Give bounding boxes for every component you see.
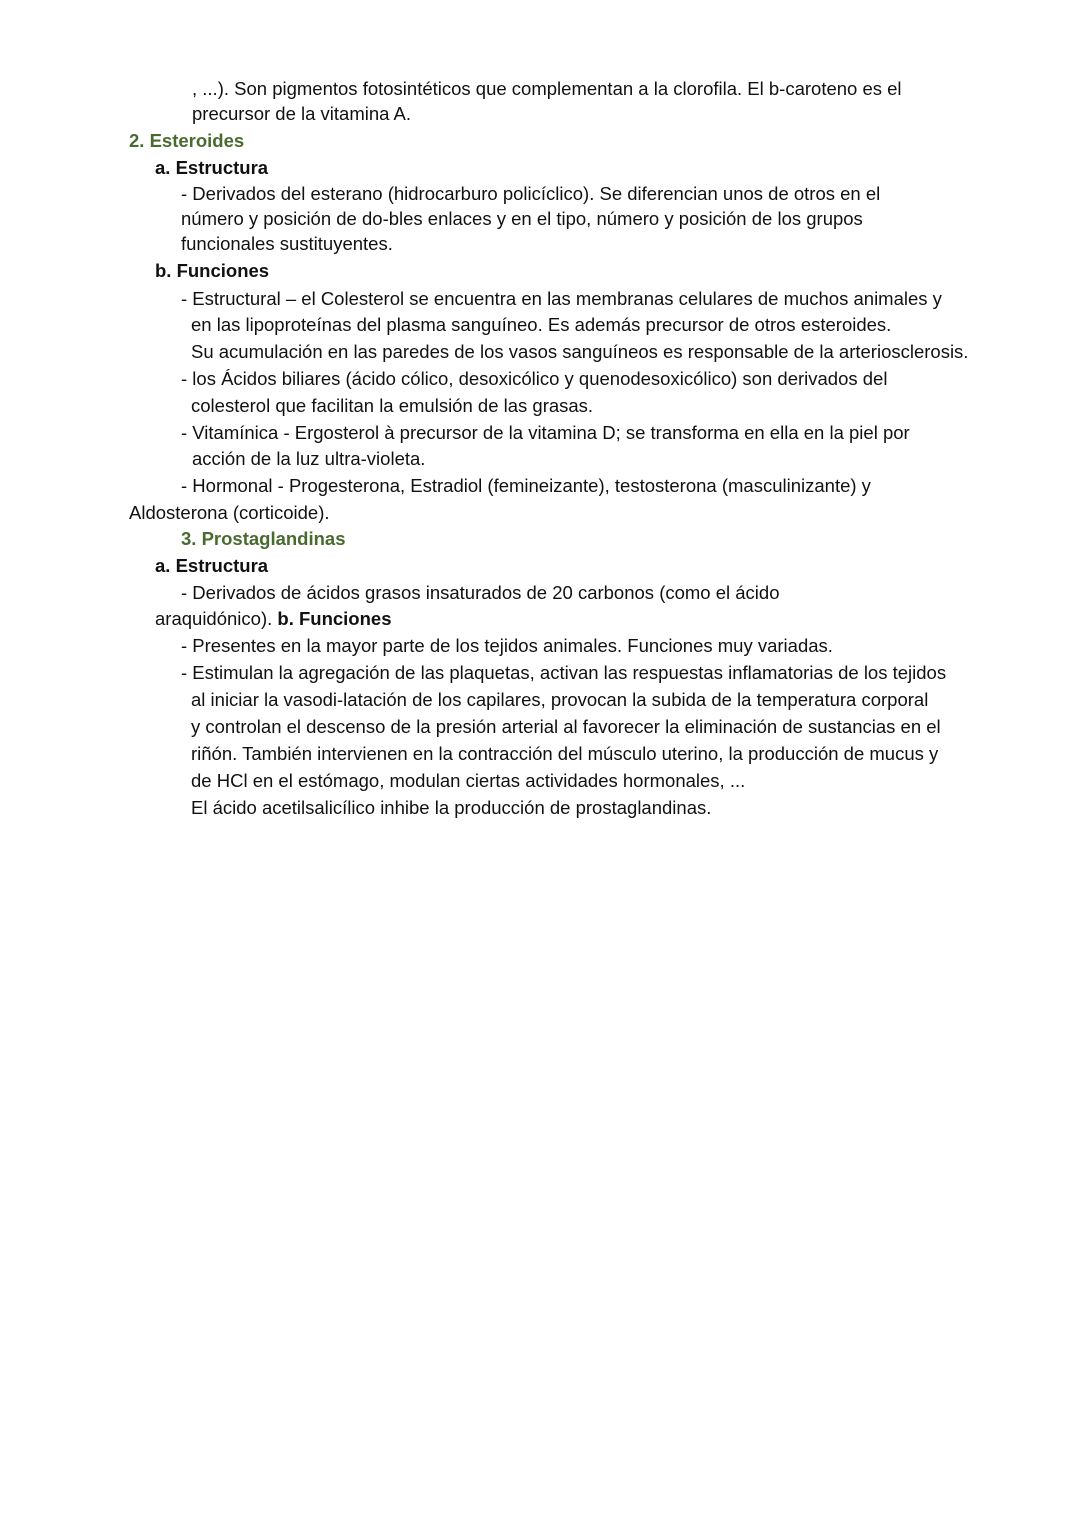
intro-line-2: precursor de la vitamina A. xyxy=(192,103,412,124)
paragraph-line: y controlan el descenso de la presión arterial al favorecer la eliminación de sustancias en el xyxy=(191,716,941,737)
paragraph-line: - Estimulan la agregación de las plaquetas, activan las respuestas inflamatorias de los tejidos xyxy=(181,662,947,683)
paragraph-line: - los Ácidos biliares (ácido cólico, desoxicólico y quenodesoxicólico) son derivados del xyxy=(181,368,888,389)
paragraph-line: - Presentes en la mayor parte de los tejidos animales. Funciones muy variadas. xyxy=(181,635,833,656)
section-heading-prostaglandinas: 3. Prostaglandinas xyxy=(181,528,346,549)
subheading-estructura: a. Estructura xyxy=(155,157,269,178)
paragraph-line: en las lipoproteínas del plasma sanguíneo. Es además precursor de otros esteroides. xyxy=(191,314,892,335)
paragraph-line: - Hormonal - Progesterona, Estradiol (femineizante), testosterona (masculinizante) y xyxy=(181,475,871,496)
paragraph-line: riñón. También intervienen en la contracción del músculo uterino, la producción de mucus y xyxy=(191,743,939,764)
paragraph-line: número y posición de do-bles enlaces y en el tipo, número y posición de los grupos xyxy=(181,208,863,229)
subheading-funciones: b. Funciones xyxy=(277,608,392,629)
paragraph-line: colesterol que facilitan la emulsión de las grasas. xyxy=(191,395,594,416)
subheading-estructura: a. Estructura xyxy=(155,555,269,576)
paragraph-line: al iniciar la vasodi-latación de los capilares, provocan la subida de la temperatura corporal xyxy=(191,689,929,710)
paragraph-line-mixed xyxy=(155,606,391,632)
paragraph-line: funcionales sustituyentes. xyxy=(181,233,393,254)
paragraph-line: acción de la luz ultra-violeta. xyxy=(192,448,426,469)
paragraph-text: araquidónico). xyxy=(155,608,278,629)
subheading-funciones: b. Funciones xyxy=(155,260,270,281)
paragraph-line: de HCl en el estómago, modulan ciertas actividades hormonales, ... xyxy=(191,770,746,791)
intro-line-1: , ...). Son pigmentos fotosintéticos que complementan a la clorofila. El b-caroteno es el xyxy=(192,78,902,99)
paragraph-line: - Derivados de ácidos grasos insaturados de 20 carbonos (como el ácido xyxy=(181,582,780,603)
paragraph-line: - Estructural – el Colesterol se encuentra en las membranas celulares de muchos animales y xyxy=(181,288,942,309)
section-heading-esteroides: 2. Esteroides xyxy=(129,130,245,151)
paragraph-line: - Vitamínica - Ergosterol à precursor de la vitamina D; se transforma en ella en la piel por xyxy=(181,422,910,443)
paragraph-line: Su acumulación en las paredes de los vasos sanguíneos es responsable de la arteriosclerosis. xyxy=(191,341,969,362)
paragraph-line: Aldosterona (corticoide). xyxy=(129,502,330,523)
paragraph-line: - Derivados del esterano (hidrocarburo policíclico). Se diferencian unos de otros en el xyxy=(181,183,881,204)
paragraph-line: El ácido acetilsalicílico inhibe la producción de prostaglandinas. xyxy=(191,797,712,818)
